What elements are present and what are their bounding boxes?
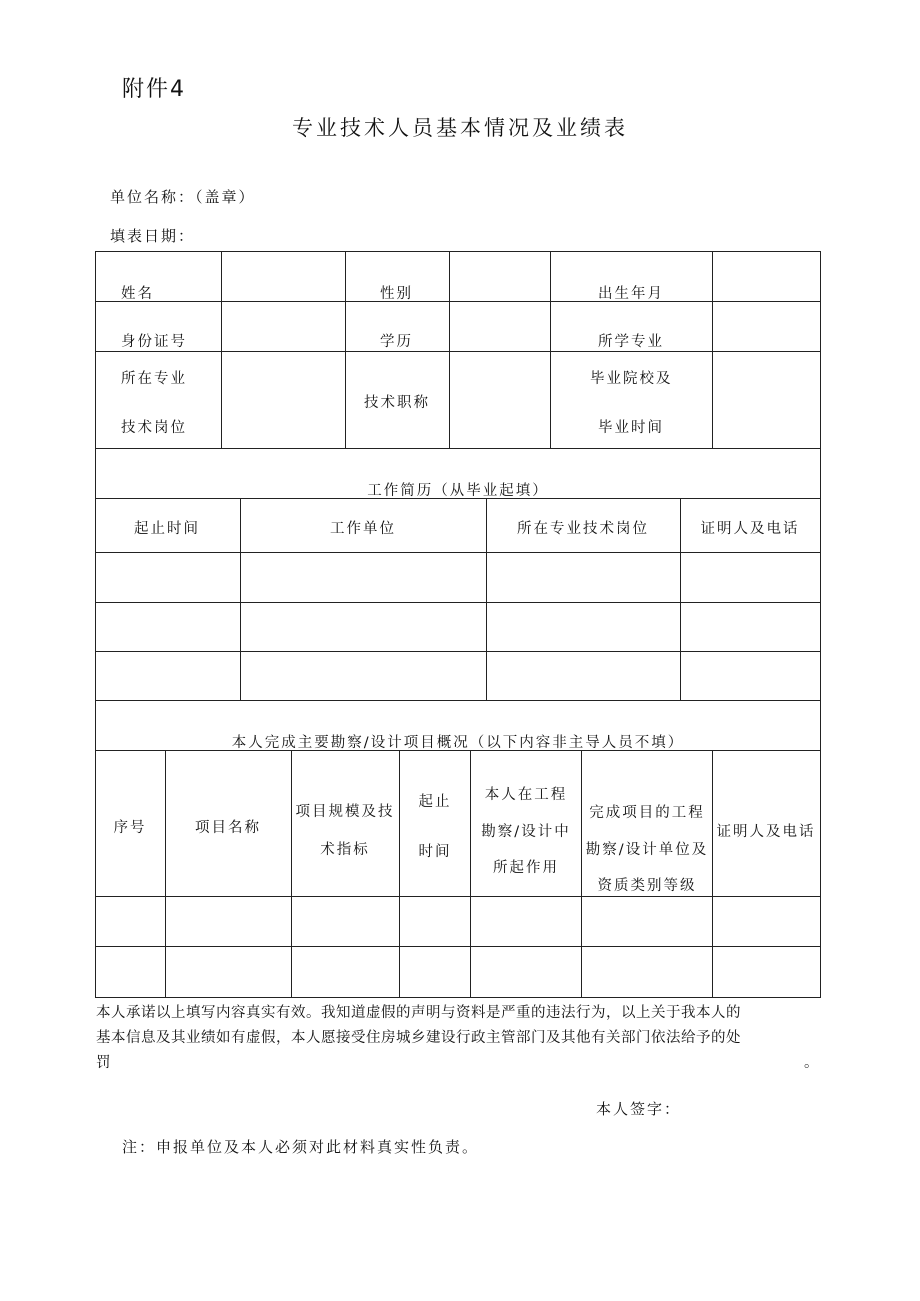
- id-number-label: 身份证号: [121, 334, 187, 350]
- work-history-title: 工作简历（从毕业起填）: [367, 483, 549, 499]
- proj-col-role-2: 勘察/设计中: [481, 824, 571, 840]
- fill-date-label: 填表日期：: [110, 227, 196, 245]
- school-label-line1: 毕业院校及: [590, 371, 673, 387]
- school-label-line2: 毕业时间: [598, 420, 664, 436]
- unit-name-label: 单位名称：（盖章）: [110, 188, 256, 206]
- attachment-label: 附件4: [122, 77, 186, 102]
- proj-col-name: 项目名称: [195, 820, 261, 836]
- work-col-post: 所在专业技术岗位: [517, 521, 649, 537]
- pledge-text-line1: 本人承诺以上填写内容真实有效。我知道虚假的声明与资料是严重的违法行为，以上关于我本人的: [96, 1005, 741, 1021]
- projects-title: 本人完成主要勘察/设计项目概况（以下内容非主导人员不填）: [231, 735, 685, 751]
- proj-col-unit-1: 完成项目的工程: [589, 805, 705, 821]
- work-col-witness: 证明人及电话: [700, 521, 800, 537]
- proj-col-scale-1: 项目规模及技: [295, 804, 395, 820]
- proj-col-unit-3: 资质类别等级: [597, 878, 697, 894]
- proj-col-scale-2: 术指标: [320, 842, 370, 858]
- major-label: 所学专业: [598, 334, 664, 350]
- post-label-line1: 所在专业: [121, 371, 187, 387]
- footnote: 注：申报单位及本人必须对此材料真实性负责。: [122, 1138, 480, 1156]
- name-label: 姓名: [121, 286, 154, 302]
- work-col-employer: 工作单位: [330, 521, 396, 537]
- pledge-period: 。: [804, 1055, 819, 1071]
- page-title: 专业技术人员基本情况及业绩表: [292, 116, 628, 140]
- education-label: 学历: [380, 334, 413, 350]
- birth-label: 出生年月: [598, 286, 664, 302]
- proj-col-unit-2: 勘察/设计单位及: [585, 842, 709, 858]
- proj-col-time-2: 时间: [418, 844, 452, 860]
- post-label-line2: 技术岗位: [121, 420, 187, 436]
- proj-col-time-1: 起止: [418, 794, 452, 810]
- pledge-text-line3: 罚: [96, 1055, 111, 1071]
- title-rank-label: 技术职称: [364, 395, 430, 411]
- gender-label: 性别: [380, 286, 413, 302]
- proj-col-witness: 证明人及电话: [716, 824, 816, 840]
- proj-col-role-3: 所起作用: [493, 860, 559, 876]
- signature-label: 本人签字：: [596, 1100, 682, 1118]
- work-col-period: 起止时间: [134, 521, 200, 537]
- proj-col-role-1: 本人在工程: [484, 787, 568, 803]
- proj-col-seq: 序号: [113, 820, 147, 836]
- pledge-text-line2: 基本信息及其业绩如有虚假，本人愿接受住房城乡建设行政主管部门及其他有关部门依法给予的处: [96, 1030, 741, 1046]
